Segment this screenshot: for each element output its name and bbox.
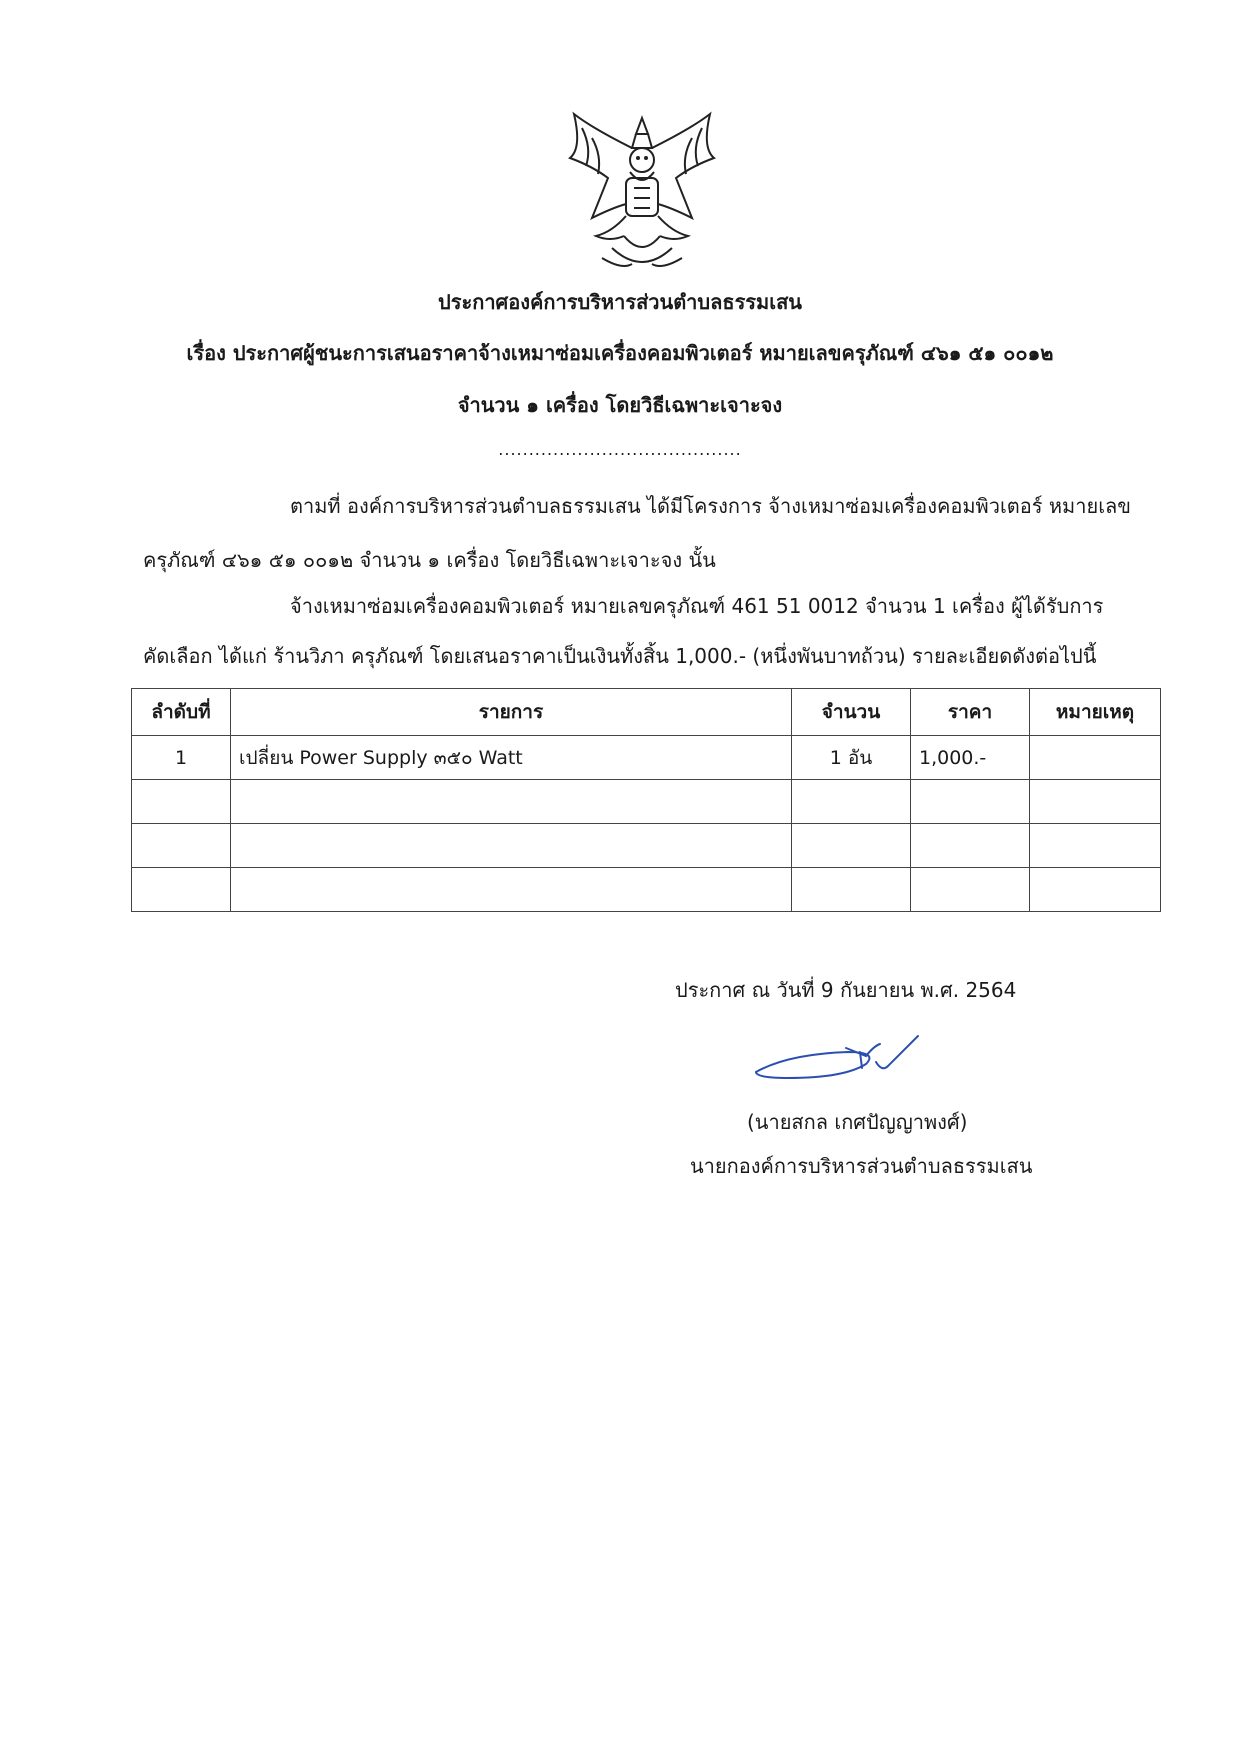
cell-price xyxy=(911,824,1030,868)
cell-no xyxy=(132,868,231,912)
signer-name: (นายสกล เกศปัญญาพงศ์) xyxy=(747,1110,968,1134)
header-note: หมายเหตุ xyxy=(1030,689,1161,736)
separator-dots: ........................................ xyxy=(498,440,742,459)
cell-item: เปลี่ยน Power Supply ๓๕๐ Watt xyxy=(231,736,792,780)
cell-item xyxy=(231,824,792,868)
cell-item xyxy=(231,780,792,824)
header-item: รายการ xyxy=(231,689,792,736)
header-qty: จำนวน xyxy=(792,689,911,736)
table-row xyxy=(132,868,1161,912)
paragraph-2-line-1: จ้างเหมาซ่อมเครื่องคอมพิวเตอร์ หมายเลขครุภัณฑ์ 461 51 0012 จำนวน 1 เครื่อง ผู้ได้รับการ xyxy=(290,594,1104,618)
cell-qty xyxy=(792,868,911,912)
cell-qty: 1 อัน xyxy=(792,736,911,780)
cell-no xyxy=(132,824,231,868)
announcement-subject: เรื่อง ประกาศผู้ชนะการเสนอราคาจ้างเหมาซ่อมเครื่องคอมพิวเตอร์ หมายเลขครุภัณฑ์ ๔๖๑ ๕๑ ๐๐๑๒ xyxy=(186,341,1054,365)
announcement-title: ประกาศองค์การบริหารส่วนตำบลธรรมเสน xyxy=(438,290,802,314)
garuda-emblem-icon xyxy=(552,108,732,278)
signer-title: นายกองค์การบริหารส่วนตำบลธรรมเสน xyxy=(690,1154,1033,1178)
cell-no: 1 xyxy=(132,736,231,780)
header-no: ลำดับที่ xyxy=(132,689,231,736)
announcement-date: ประกาศ ณ วันที่ 9 กันยายน พ.ศ. 2564 xyxy=(675,978,1017,1002)
table-row xyxy=(132,736,1161,780)
announcement-subject-continued: จำนวน ๑ เครื่อง โดยวิธีเฉพาะเจาะจง xyxy=(457,393,783,417)
cell-price xyxy=(911,780,1030,824)
cell-price xyxy=(911,868,1030,912)
handwritten-signature xyxy=(748,1028,938,1084)
table-row xyxy=(132,824,1161,868)
cell-qty xyxy=(792,780,911,824)
paragraph-1-line-1: ตามที่ องค์การบริหารส่วนตำบลธรรมเสน ได้มีโครงการ จ้างเหมาซ่อมเครื่องคอมพิวเตอร์ หมายเลข xyxy=(290,494,1131,518)
header-price: ราคา xyxy=(911,689,1030,736)
table-row xyxy=(132,780,1161,824)
cell-item xyxy=(231,868,792,912)
table-header-row xyxy=(132,689,1161,736)
cell-note xyxy=(1030,736,1161,780)
cell-qty xyxy=(792,824,911,868)
cell-note xyxy=(1030,868,1161,912)
cell-no xyxy=(132,780,231,824)
cell-price: 1,000.- xyxy=(911,736,1030,780)
paragraph-2-line-2: คัดเลือก ได้แก่ ร้านวิภา ครุภัณฑ์ โดยเสนอราคาเป็นเงินทั้งสิ้น 1,000.- (หนึ่งพันบาทถ้วน) รายละเอียดดังต่อไปนี้ xyxy=(143,644,1097,668)
cell-note xyxy=(1030,824,1161,868)
paragraph-1-line-2: ครุภัณฑ์ ๔๖๑ ๕๑ ๐๐๑๒ จำนวน ๑ เครื่อง โดยวิธีเฉพาะเจาะจง นั้น xyxy=(143,548,716,572)
cell-note xyxy=(1030,780,1161,824)
items-table xyxy=(131,688,1161,912)
